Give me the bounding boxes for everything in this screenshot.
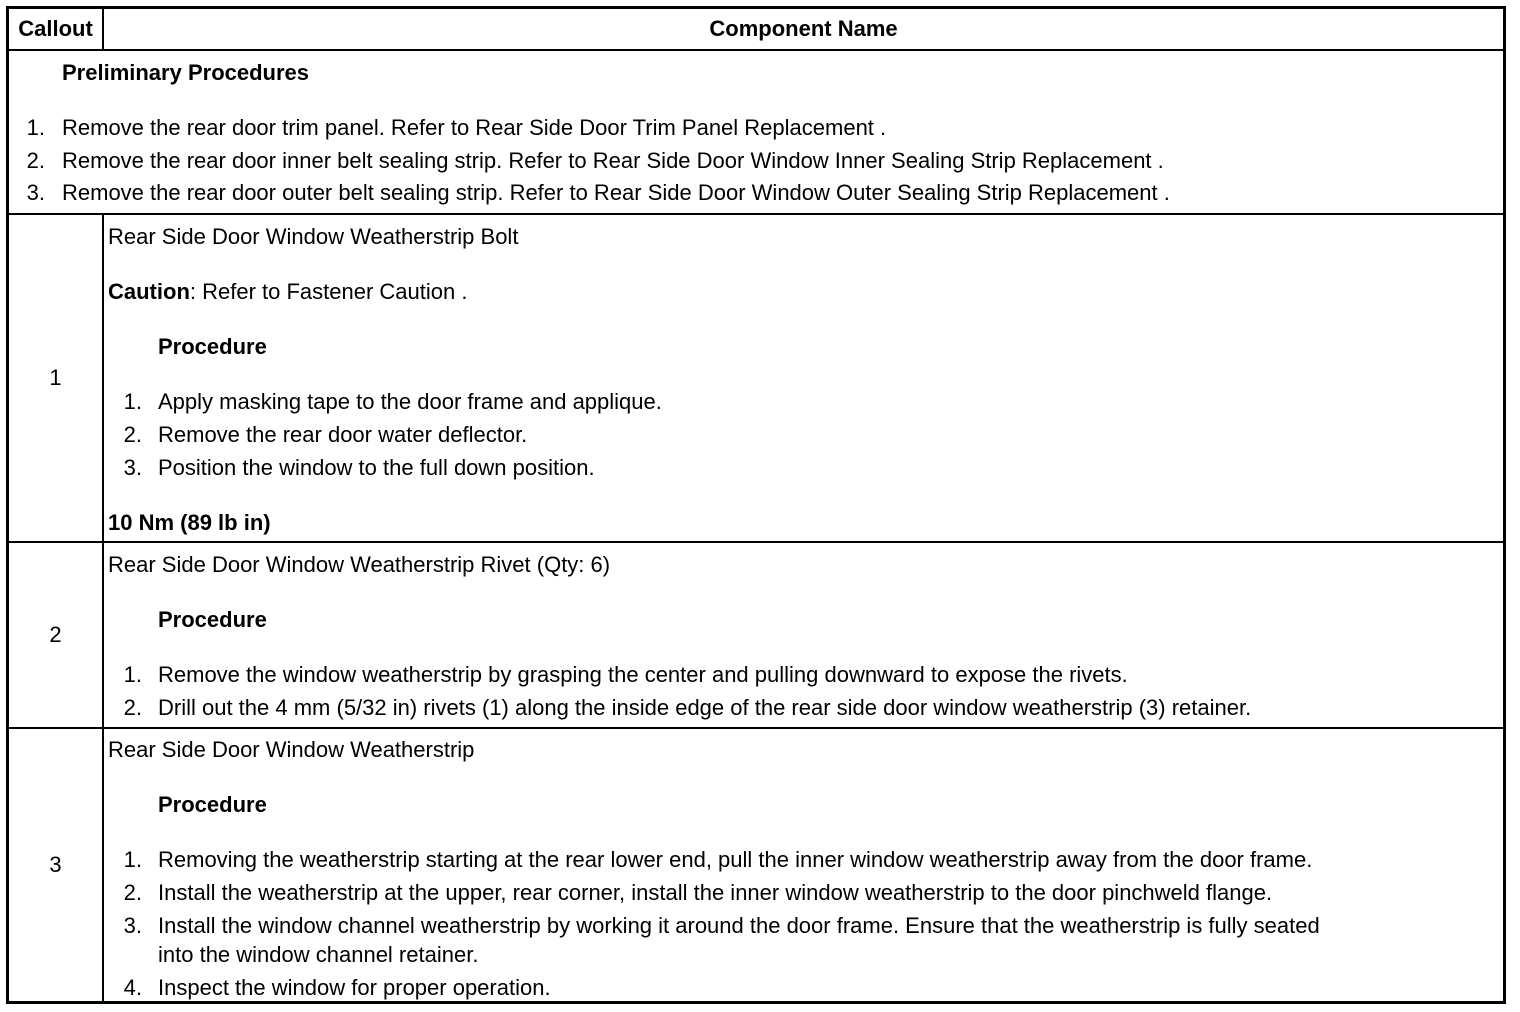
list-number: 1. bbox=[26, 115, 45, 140]
procedure-step: Inspect the window for proper operation. bbox=[158, 975, 551, 1000]
table-header-row bbox=[9, 9, 1503, 51]
callout-number: 2 bbox=[9, 543, 104, 727]
torque-spec: 10 Nm (89 lb in) bbox=[108, 510, 271, 535]
procedure-step: Apply masking tape to the door frame and applique. bbox=[158, 389, 662, 414]
component-name: Rear Side Door Window Weatherstrip Rivet (Qty: 6) bbox=[108, 552, 611, 577]
list-number: 2. bbox=[123, 695, 142, 720]
list-number: 2. bbox=[123, 880, 142, 905]
list-number: 3. bbox=[26, 180, 45, 205]
list-number: 3. bbox=[123, 455, 142, 480]
caution-note bbox=[108, 279, 467, 305]
component-cell bbox=[104, 215, 1503, 541]
procedure-step-continuation: into the window channel retainer. bbox=[158, 942, 479, 967]
component-name: Rear Side Door Window Weatherstrip Bolt bbox=[108, 224, 519, 249]
callout-number: 3 bbox=[9, 729, 104, 1001]
table-row bbox=[9, 543, 1503, 729]
procedure-step: Install the weatherstrip at the upper, rear corner, install the inner window weatherstrip to the door pinchweld flange. bbox=[158, 880, 1273, 905]
procedure-step: Remove the rear door water deflector. bbox=[158, 422, 528, 447]
component-cell bbox=[104, 543, 1503, 727]
procedure-heading: Procedure bbox=[158, 334, 267, 359]
list-number: 4. bbox=[123, 975, 142, 1000]
preliminary-step-2: Remove the rear door inner belt sealing strip. Refer to Rear Side Door Window Inner Sealing Strip Replacement . bbox=[62, 148, 1164, 173]
list-number: 1. bbox=[123, 389, 142, 414]
procedure-step: Remove the window weatherstrip by grasping the center and pulling downward to expose the rivets. bbox=[158, 662, 1128, 687]
preliminary-title: Preliminary Procedures bbox=[62, 60, 310, 85]
list-number: 1. bbox=[123, 662, 142, 687]
procedure-heading: Procedure bbox=[158, 792, 267, 817]
procedure-table bbox=[6, 6, 1506, 1004]
list-number: 3. bbox=[123, 913, 142, 938]
procedure-heading: Procedure bbox=[158, 607, 267, 632]
list-number: 2. bbox=[123, 422, 142, 447]
preliminary-step-1: Remove the rear door trim panel. Refer to Rear Side Door Trim Panel Replacement . bbox=[62, 115, 887, 140]
callout-number: 1 bbox=[9, 215, 104, 541]
procedure-step: Position the window to the full down position. bbox=[158, 455, 595, 480]
callout-header: Callout bbox=[9, 9, 104, 49]
list-number: 1. bbox=[123, 847, 142, 872]
component-name-header: Component Name bbox=[709, 16, 898, 41]
preliminary-step-3: Remove the rear door outer belt sealing strip. Refer to Rear Side Door Window Outer Sealing Strip Replacement . bbox=[62, 180, 1170, 205]
procedure-step: Drill out the 4 mm (5/32 in) rivets (1) along the inside edge of the rear side door window weatherstrip (3) retainer. bbox=[158, 695, 1252, 720]
table-row bbox=[9, 729, 1503, 1001]
component-name: Rear Side Door Window Weatherstrip bbox=[108, 737, 475, 762]
procedure-step: Install the window channel weatherstrip by working it around the door frame. Ensure that the weatherstrip is fully seated bbox=[158, 913, 1320, 938]
table-row bbox=[9, 215, 1503, 543]
procedure-step: Removing the weatherstrip starting at the rear lower end, pull the inner window weatherstrip away from the door frame. bbox=[158, 847, 1313, 872]
list-number: 2. bbox=[26, 148, 45, 173]
caution-text: : Refer to Fastener Caution . bbox=[189, 279, 468, 304]
component-cell bbox=[104, 729, 1503, 1001]
preliminary-procedures-row bbox=[9, 51, 1503, 215]
caution-label: Caution bbox=[108, 279, 190, 304]
